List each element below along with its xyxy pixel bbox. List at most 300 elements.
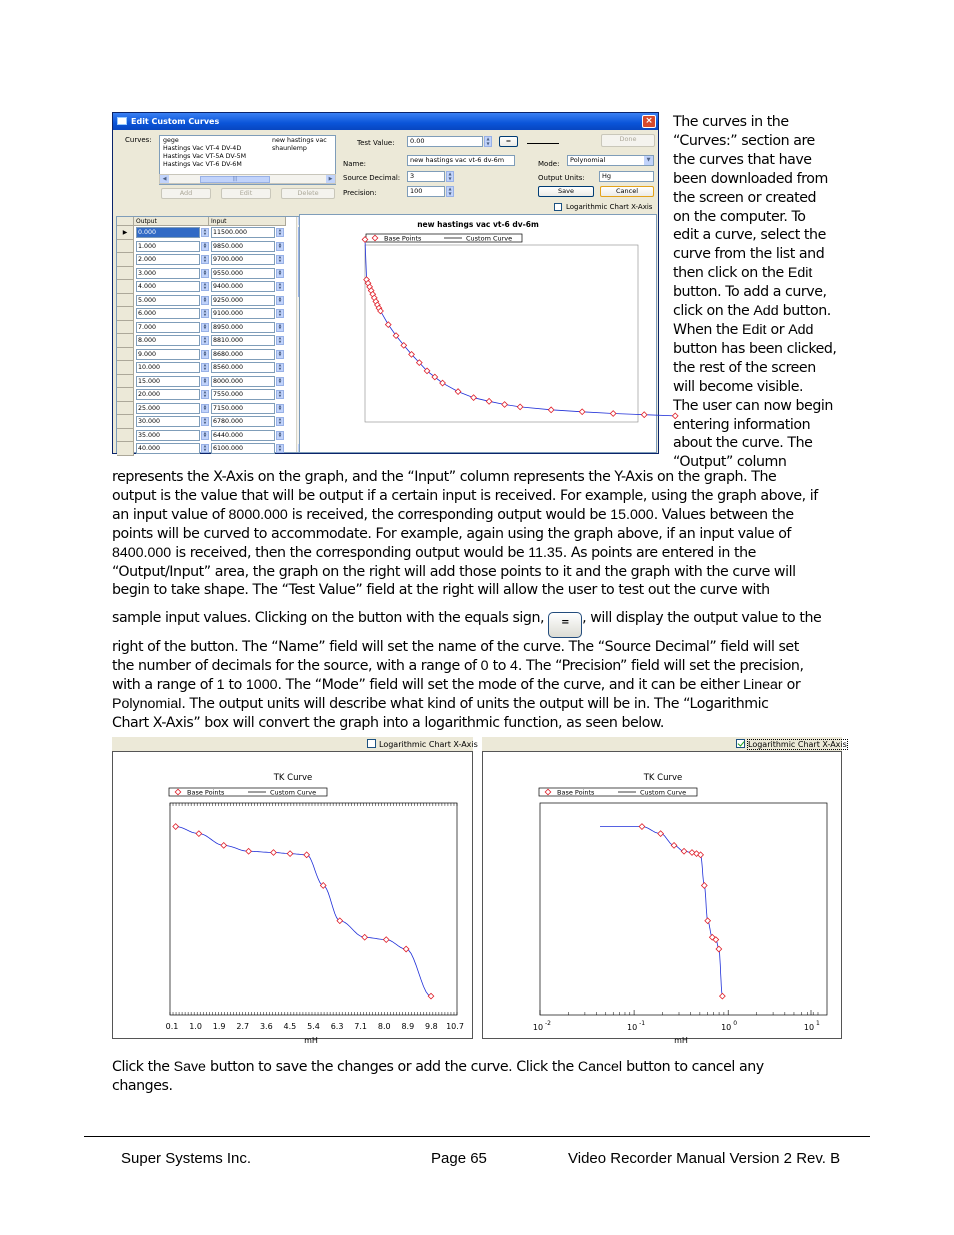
input-cell[interactable]: 8560.000 (211, 362, 275, 373)
input-spinner[interactable]: ▲ ▼ (276, 309, 284, 318)
closing-text: button to cancel any (622, 1059, 764, 1075)
plot-area (170, 803, 457, 1015)
x-tick-label: 10 (627, 1023, 638, 1032)
input-cell[interactable]: 9700.000 (211, 254, 275, 265)
input-spinner[interactable]: ▲ ▼ (276, 363, 284, 372)
body-line: right of the button. The “Name” field will set the name of the curve. The “Source Decimal” field will set (112, 639, 799, 656)
output-cell[interactable]: 9.000 (136, 349, 200, 360)
body-text: the number of decimals for the source, with a range of (112, 658, 481, 675)
side-line: the curves that have (673, 151, 812, 168)
close-icon[interactable]: × (642, 115, 656, 128)
body-line: Chart X-Axis” box will convert the graph into a logarithmic function, as seen below. (112, 714, 664, 731)
mode-label: Mode: (538, 160, 560, 168)
side-line: button. To add a curve, (673, 284, 827, 301)
x-axis-label: mH (304, 1036, 318, 1045)
input-cell[interactable]: 9850.000 (211, 241, 275, 252)
grid-row[interactable] (117, 226, 297, 240)
value-4: 4 (510, 658, 518, 675)
row-header[interactable] (117, 307, 134, 321)
side-paragraph (673, 113, 837, 472)
side-text: button. (778, 303, 831, 320)
side-text: click on the (673, 303, 754, 320)
legend-base-points: Base Points (187, 788, 225, 797)
save-button[interactable]: Save (538, 186, 594, 197)
closing-paragraph (112, 1058, 764, 1096)
checkbox-icon[interactable] (367, 739, 376, 748)
input-spinner[interactable]: ▲ ▼ (276, 431, 284, 440)
chevron-down-icon[interactable]: ▼ (644, 156, 653, 165)
grid-row[interactable] (117, 429, 297, 443)
log-axis-label: Logarithmic Chart X-Axis (748, 740, 847, 749)
value-polynomial: Polynomial (112, 696, 182, 713)
output-cell[interactable]: 10.000 (136, 362, 200, 373)
log-axis-label: Logarithmic Chart X-Axis (379, 740, 478, 749)
cancel-keyword: Cancel (577, 1059, 623, 1075)
row-header[interactable] (117, 429, 134, 443)
output-cell[interactable]: 5.000 (136, 295, 200, 306)
grid-row[interactable] (117, 348, 297, 362)
curve-chart-panel (299, 214, 657, 453)
input-cell[interactable]: 8000.000 (211, 376, 275, 387)
body-line (112, 506, 821, 525)
x-tick-label: 5.4 (307, 1022, 320, 1031)
legend-base-points: Base Points (384, 234, 422, 243)
row-header[interactable] (117, 375, 134, 389)
tk-chart-log (482, 751, 842, 1045)
x-tick-exponent: 1 (816, 1020, 820, 1027)
side-line: on the computer. To (673, 208, 806, 225)
row-header[interactable] (117, 348, 134, 362)
base-point (720, 993, 726, 999)
row-header[interactable] (117, 388, 134, 402)
row-header[interactable] (117, 321, 134, 335)
output-spinner[interactable]: ▲ ▼ (201, 309, 209, 318)
input-cell[interactable]: 8950.000 (211, 322, 275, 333)
base-point (579, 409, 585, 415)
row-header[interactable] (117, 294, 134, 308)
x-tick-exponent: -2 (545, 1020, 551, 1027)
base-point (548, 407, 554, 413)
output-cell[interactable]: 1.000 (136, 241, 200, 252)
grid-output-header: Output (134, 217, 209, 226)
base-point (517, 404, 523, 410)
grid-row[interactable] (117, 307, 297, 321)
curve-list-item[interactable]: Hastings Vac VT-6 DV-6M (163, 161, 242, 168)
output-spinner[interactable]: ▲ ▼ (201, 323, 209, 332)
grid-row[interactable] (117, 361, 297, 375)
output-cell[interactable]: 20.000 (136, 389, 200, 400)
row-header[interactable] (117, 253, 134, 267)
body-line: “Output/Input” area, the graph on the right will add those points to it and the graph with the curve will (112, 563, 796, 580)
input-cell[interactable]: 9100.000 (211, 308, 275, 319)
value-15: 15.000 (610, 506, 654, 523)
x-tick-label: 7.1 (354, 1022, 368, 1031)
base-point (304, 852, 310, 858)
plot-area (365, 245, 638, 422)
scroll-left-icon[interactable]: ◀ (160, 175, 169, 183)
source-decimal-label: Source Decimal: (343, 174, 401, 182)
cancel-button[interactable]: Cancel (600, 186, 654, 197)
side-line: the rest of the screen (673, 359, 816, 376)
grid-row[interactable] (117, 442, 297, 456)
body-text: . The “Mode” field will set the mode of the curve, and it can be either (277, 677, 744, 694)
body-text: is received, the corresponding output would be (287, 506, 611, 523)
input-cell[interactable]: 9400.000 (211, 281, 275, 292)
side-line: about the curve. The (673, 435, 813, 452)
add-keyword: Add (753, 303, 779, 320)
base-point (716, 946, 722, 952)
body-paragraph (112, 468, 821, 733)
body-text: sample input values. Clicking on the button with the equals sign, (112, 610, 549, 627)
input-cell[interactable]: 7550.000 (211, 389, 275, 400)
log-axis-toggle[interactable] (367, 739, 478, 749)
legend-custom-curve: Custom Curve (640, 788, 687, 797)
input-spinner[interactable]: ▲ ▼ (276, 296, 284, 305)
custom-curve (600, 827, 722, 997)
side-line (673, 321, 837, 340)
output-spinner[interactable]: ▲ ▼ (201, 350, 209, 359)
base-point (403, 946, 409, 952)
output-cell[interactable]: 3.000 (136, 268, 200, 279)
body-line: begin to take shape. The “Test Value” field at the right will allow the user to test out the curve with (112, 582, 770, 599)
grid-row[interactable] (117, 388, 297, 402)
legend-custom-curve: Custom Curve (270, 788, 317, 797)
row-header[interactable] (117, 442, 134, 456)
side-line: edit a curve, select the (673, 227, 826, 244)
output-units-input[interactable]: Hg (599, 171, 654, 182)
side-text: or (766, 321, 789, 338)
body-line: represents the X-Axis on the graph, and the “Input” column represents the Y-Axis on the graph. The (112, 469, 777, 485)
input-cell[interactable]: 9550.000 (211, 268, 275, 279)
side-line: entering information (673, 416, 811, 433)
source-decimal-spinner[interactable]: ▲ ▼ (446, 171, 454, 182)
plot-area (540, 803, 827, 1015)
base-point (385, 322, 391, 328)
chart-title: TK Curve (273, 773, 313, 783)
base-point (362, 934, 368, 940)
input-spinner[interactable]: ▲ ▼ (276, 269, 284, 278)
input-spinner[interactable]: ▲ ▼ (276, 377, 284, 386)
input-cell[interactable]: 8810.000 (211, 335, 275, 346)
closing-line (112, 1058, 764, 1077)
base-point (681, 848, 687, 854)
side-line: been downloaded from (673, 170, 828, 187)
grid-row[interactable] (117, 253, 297, 267)
tk-curve-log (482, 737, 847, 1045)
x-tick-label: 0.1 (165, 1022, 179, 1031)
output-cell[interactable]: 15.000 (136, 376, 200, 387)
body-line: points will be curved to accommodate. For example, again using the graph above, if an input value of (112, 525, 791, 542)
body-text: an input value of (112, 506, 229, 523)
grid-row[interactable] (117, 334, 297, 348)
base-point (196, 831, 202, 837)
body-line (112, 544, 821, 563)
x-tick-label: 10 (721, 1023, 732, 1032)
side-line: button has been clicked, (673, 340, 837, 357)
output-spinner[interactable]: ▲ ▼ (201, 390, 209, 399)
output-cell[interactable]: 35.000 (136, 430, 200, 441)
row-header[interactable] (117, 415, 134, 429)
grid-input-header: Input (209, 217, 286, 226)
input-cell[interactable]: 6780.000 (211, 416, 275, 427)
x-tick-label: 8.0 (377, 1022, 391, 1031)
value-1000: 1000 (245, 677, 278, 694)
base-point (271, 850, 277, 856)
x-tick-label: 10 (532, 1023, 544, 1032)
output-spinner[interactable]: ▲ ▼ (201, 431, 209, 440)
curve-list-item[interactable]: shaunlemp (272, 145, 307, 152)
output-cell[interactable]: 0.000 (136, 227, 200, 238)
closing-line: changes. (112, 1077, 173, 1094)
closing-text: Click the (112, 1059, 174, 1075)
grid-row[interactable] (117, 321, 297, 335)
body-line (112, 657, 821, 676)
input-cell[interactable]: 6100.000 (211, 443, 275, 454)
input-spinner[interactable]: ▲ ▼ (276, 242, 284, 251)
equals-button-inline: = (548, 612, 582, 638)
side-line: The curves in the (673, 114, 789, 130)
input-spinner[interactable]: ▲ ▼ (276, 444, 284, 453)
body-text: . Values between the (653, 506, 794, 523)
input-spinner[interactable]: ▲ ▼ (276, 404, 284, 413)
output-spinner[interactable]: ▲ ▼ (201, 404, 209, 413)
body-text: to (224, 677, 246, 694)
base-point (641, 412, 647, 418)
body-text: . The output units will describe what kind of units the output will be in. The “Logarithmic (181, 696, 769, 713)
base-point (221, 843, 227, 849)
footer-manual: Video Recorder Manual Version 2 Rev. B (568, 1150, 841, 1167)
dialog-title-bar[interactable] (113, 113, 658, 130)
edit-keyword: Edit (787, 265, 813, 282)
output-spinner[interactable]: ▲ ▼ (201, 228, 209, 237)
test-value-spinner[interactable]: ▲ ▼ (484, 136, 492, 147)
x-tick-label: 2.7 (236, 1022, 250, 1031)
value-0: 0 (480, 658, 489, 675)
body-line: output is the value that will be output if a certain input is received. For example, using the graph above, if (112, 487, 818, 504)
curve-chart (300, 215, 656, 452)
footer-rule (84, 1136, 870, 1137)
base-point (705, 918, 711, 924)
curves-list-column (163, 137, 246, 169)
tk-curve-linear (112, 737, 478, 1045)
base-point (486, 398, 492, 404)
curves-horizontal-scrollbar[interactable] (159, 174, 336, 184)
input-spinner[interactable]: ▲ ▼ (276, 282, 284, 291)
output-cell[interactable]: 2.000 (136, 254, 200, 265)
name-input[interactable]: new hastings vac vt-6 dv-6m (407, 155, 515, 166)
body-line (112, 609, 821, 638)
x-tick-label: 10.7 (446, 1022, 464, 1031)
row-header[interactable] (117, 240, 134, 254)
curves-list-column (272, 137, 327, 153)
base-point (671, 843, 677, 849)
output-spinner[interactable]: ▲ ▼ (201, 417, 209, 426)
x-tick-label: 10 (803, 1023, 815, 1032)
custom-curve (365, 240, 675, 416)
scroll-right-icon[interactable]: ▶ (326, 175, 335, 183)
x-tick-label: 1.0 (189, 1022, 202, 1031)
x-tick-exponent: -1 (639, 1020, 646, 1027)
value-11-35: 11.35 (528, 544, 563, 561)
tk-chart-linear (112, 751, 473, 1045)
chart-title: new hastings vac vt-6 dv-6m (417, 220, 539, 229)
input-spinner[interactable]: ▲ ▼ (276, 228, 284, 237)
base-point (471, 395, 477, 401)
footer-page: Page 65 (431, 1150, 487, 1167)
log-axis-toggle[interactable] (736, 739, 847, 749)
curve-list-item[interactable]: Hastings Vac VT-4 DV-4D (163, 145, 242, 152)
value-8400: 8400.000 (112, 544, 172, 561)
output-spinner[interactable]: ▲ ▼ (201, 242, 209, 251)
log-axis-checkbox[interactable] (554, 203, 562, 211)
precision-input[interactable]: 100 (407, 186, 445, 197)
done-button[interactable]: Done (601, 134, 655, 147)
output-spinner[interactable]: ▲ ▼ (201, 282, 209, 291)
curve-list-item[interactable]: gege (163, 137, 179, 144)
input-cell[interactable]: 8680.000 (211, 349, 275, 360)
output-spinner[interactable]: ▲ ▼ (201, 336, 209, 345)
test-value-input[interactable]: 0.00 (407, 136, 483, 147)
grid-row[interactable] (117, 415, 297, 429)
legend-base-points: Base Points (557, 788, 595, 797)
edit-button[interactable]: Edit (221, 188, 271, 199)
input-cell[interactable]: 7150.000 (211, 403, 275, 414)
closing-text: button to save the changes or add the curve. Click the (205, 1059, 578, 1075)
row-header[interactable] (117, 334, 134, 348)
grid-row[interactable] (117, 267, 297, 281)
footer-company: Super Systems Inc. (121, 1150, 252, 1167)
save-keyword: Save (173, 1059, 206, 1075)
grid-row[interactable] (117, 240, 297, 254)
grid-corner (117, 217, 134, 226)
add-button[interactable]: Add (161, 188, 211, 199)
body-text: or (782, 677, 801, 694)
base-point (428, 993, 434, 999)
base-point (639, 824, 645, 830)
curve-list-item[interactable]: new hastings vac (272, 137, 327, 144)
curve-list-item[interactable]: Hastings Vac VT-5A DV-5M (163, 153, 247, 160)
log-axis-label: Logarithmic Chart X-Axis (566, 203, 653, 211)
body-text: . The “Precision” field will set the precision, (517, 658, 804, 675)
side-line (673, 264, 837, 283)
input-spinner[interactable]: ▲ ▼ (276, 417, 284, 426)
base-point (658, 831, 664, 837)
legend-custom-curve: Custom Curve (466, 234, 513, 243)
output-cell[interactable]: 40.000 (136, 443, 200, 454)
base-point (246, 848, 252, 854)
base-point (173, 824, 179, 830)
name-label: Name: (343, 160, 367, 168)
input-cell[interactable]: 9250.000 (211, 295, 275, 306)
value-1: 1 (216, 677, 225, 694)
base-point (701, 883, 707, 889)
chart-toolbar (112, 737, 478, 751)
grid-row[interactable] (117, 375, 297, 389)
checkbox-checked-icon[interactable] (736, 739, 745, 748)
row-header[interactable] (117, 402, 134, 416)
x-axis-label: mH (674, 1036, 688, 1045)
output-cell[interactable]: 25.000 (136, 403, 200, 414)
body-line (112, 695, 821, 714)
curves-label: Curves: (125, 136, 152, 144)
output-cell[interactable]: 8.000 (136, 335, 200, 346)
equals-button[interactable]: = (499, 136, 518, 147)
x-tick-label: 6.3 (330, 1022, 344, 1031)
row-header[interactable] (117, 280, 134, 294)
edit-keyword: Edit (742, 321, 767, 338)
side-line: curve from the list and (673, 246, 825, 263)
app-icon (117, 117, 127, 125)
chart-title: TK Curve (643, 773, 683, 783)
precision-spinner[interactable]: ▲ ▼ (446, 186, 454, 197)
x-tick-exponent: 0 (733, 1020, 738, 1027)
custom-curve (176, 827, 431, 997)
body-text: to (488, 658, 511, 675)
input-spinner[interactable]: ▲ ▼ (276, 255, 284, 264)
scroll-thumb[interactable]: ||| (200, 176, 270, 183)
value-linear: Linear (743, 677, 783, 694)
base-point (610, 411, 616, 417)
x-tick-label: 9.8 (425, 1022, 438, 1031)
x-tick-label: 8.9 (401, 1022, 415, 1031)
output-spinner[interactable]: ▲ ▼ (201, 255, 209, 264)
side-text: then click on the (673, 265, 788, 282)
output-cell[interactable]: 7.000 (136, 322, 200, 333)
side-text: When the (673, 321, 742, 338)
mode-value: Polynomial (570, 156, 606, 164)
output-cell[interactable]: 30.000 (136, 416, 200, 427)
body-text: with a range of (112, 677, 217, 694)
grid-row[interactable] (117, 280, 297, 294)
row-header[interactable]: ▶ (117, 226, 134, 240)
body-line (112, 676, 821, 695)
row-header[interactable] (117, 267, 134, 281)
output-cell[interactable]: 6.000 (136, 308, 200, 319)
side-line: “Output” column (673, 454, 787, 471)
output-spinner[interactable]: ▲ ▼ (201, 296, 209, 305)
side-line (673, 302, 837, 321)
test-value-label: Test Value: (357, 139, 395, 147)
test-output-line (527, 143, 559, 144)
body-text: . As points are entered in the (562, 544, 756, 561)
add-keyword: Add (788, 321, 814, 338)
grid-row[interactable] (117, 294, 297, 308)
input-spinner[interactable]: ▲ ▼ (276, 323, 284, 332)
input-cell[interactable]: 6440.000 (211, 430, 275, 441)
output-spinner[interactable]: ▲ ▼ (201, 363, 209, 372)
body-text: , will display the output value to the (582, 610, 822, 627)
source-decimal-input[interactable]: 3 (407, 171, 445, 182)
delete-button[interactable]: Delete (281, 188, 335, 199)
output-spinner[interactable]: ▲ ▼ (201, 444, 209, 453)
value-8000: 8000.000 (228, 506, 288, 523)
output-cell[interactable]: 4.000 (136, 281, 200, 292)
grid-row[interactable] (117, 402, 297, 416)
input-cell[interactable]: 11500.000 (211, 227, 275, 238)
side-line: the screen or created (673, 189, 817, 206)
input-spinner[interactable]: ▲ ▼ (276, 350, 284, 359)
mode-select[interactable] (567, 155, 654, 166)
input-spinner[interactable]: ▲ ▼ (276, 390, 284, 399)
side-line: will become visible. (673, 378, 804, 395)
output-spinner[interactable]: ▲ ▼ (201, 377, 209, 386)
input-spinner[interactable]: ▲ ▼ (276, 336, 284, 345)
output-input-grid[interactable] (116, 216, 308, 453)
output-spinner[interactable]: ▲ ▼ (201, 269, 209, 278)
x-tick-label: 1.9 (212, 1022, 226, 1031)
base-point (455, 389, 461, 395)
row-header[interactable] (117, 361, 134, 375)
